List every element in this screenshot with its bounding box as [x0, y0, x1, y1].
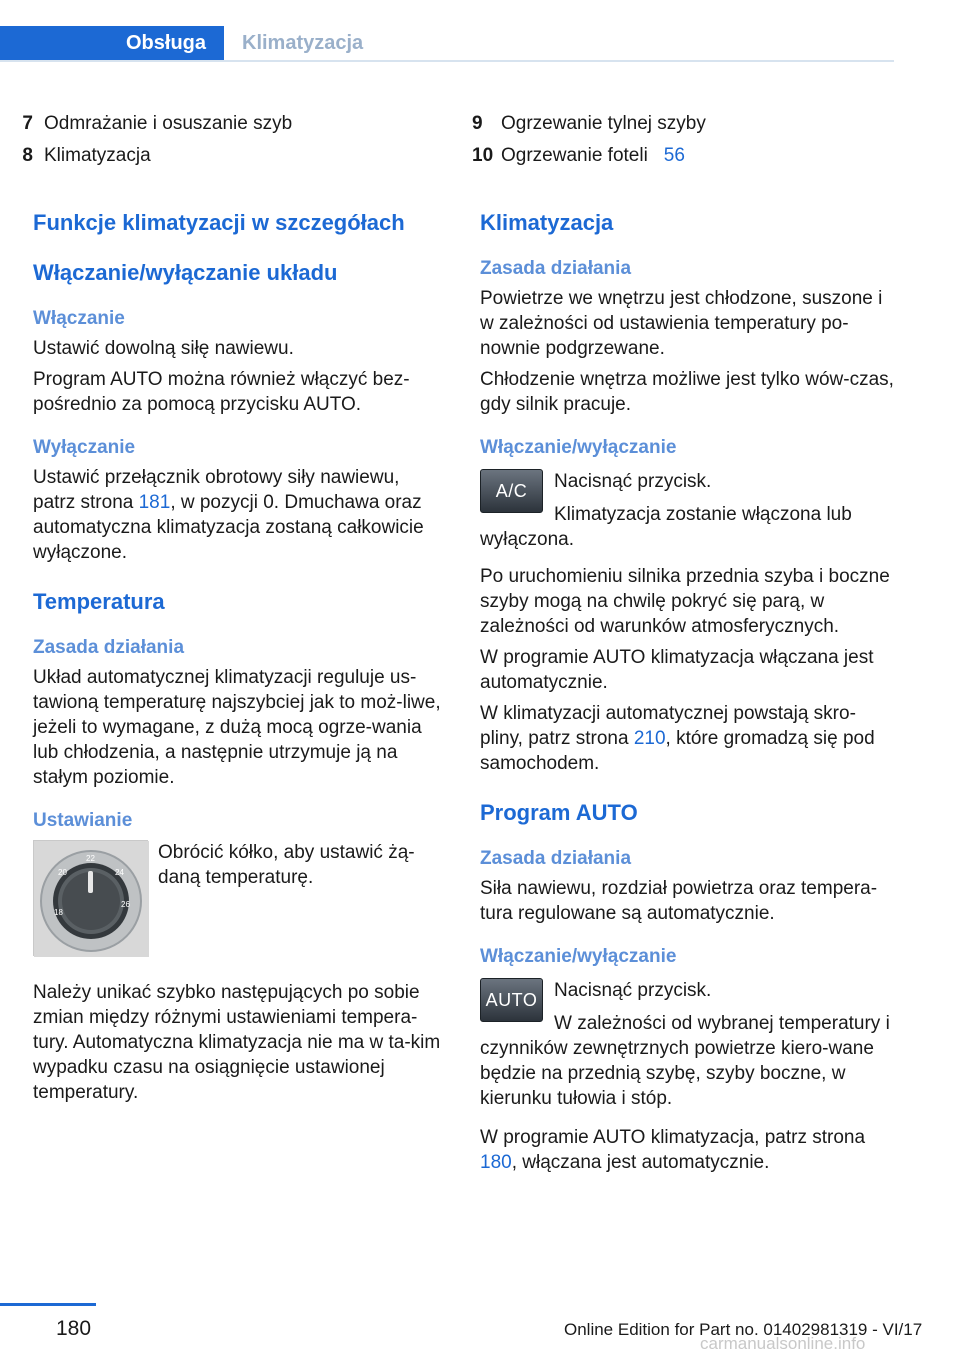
paragraph: Program AUTO można również włączyć bez-pośrednio za pomocą przycisku AUTO.	[33, 369, 410, 415]
legend-item	[472, 140, 898, 172]
paragraph: Siła nawiewu, rozdział powietrza oraz tempera-tura regulowane są automatycznie.	[480, 878, 878, 924]
legend-text: Odmrażanie i osuszanie szyb	[44, 113, 293, 134]
auto-button-block	[480, 978, 898, 1111]
legend-text: Ogrzewanie foteli	[501, 145, 648, 166]
paragraph: Po uruchomieniu silnika przednia szyba i boczne szyby mogą na chwilę pokryć się parą, w zależności od warunków atmosferycznych.	[480, 566, 890, 637]
paragraph: Należy unikać szybko następujących po sobie zmian między różnymi ustawieniami tempera-tury. Automatyczna klimatyzacja nie ma w ta-kim wypadku czasu na osiągnięcie ustawionej temperatury.	[33, 982, 441, 1103]
temperature-dial-icon	[34, 841, 149, 957]
text: W programie AUTO klimatyzacja, patrz strona	[480, 1127, 866, 1148]
paragraph-final	[480, 1125, 898, 1175]
legend-text: Klimatyzacja	[44, 145, 151, 166]
dial-tick-label: 18	[54, 908, 63, 917]
text: , włączana jest automatycznie.	[511, 1152, 770, 1173]
paragraph: Powietrze we wnętrzu jest chłodzone, suszone i w zależności od ustawienia temperatury po-nownie podgrzewane.	[480, 288, 883, 359]
heading-onoff-system: Włączanie/wyłączanie układu	[33, 260, 338, 285]
heading-auto-program: Program AUTO	[480, 800, 638, 825]
setting-block	[33, 840, 441, 970]
page-number: 180	[56, 1317, 92, 1340]
paragraph: W programie AUTO klimatyzacja włączana jest automatycznie.	[480, 647, 874, 693]
paragraph-condensate	[480, 701, 898, 776]
dial-tick-label: 20	[58, 868, 67, 877]
tab-obsluga[interactable]: Obsługa	[0, 26, 224, 62]
paragraph: Nacisnąć przycisk.	[554, 471, 712, 492]
footer-accent-line	[0, 1303, 96, 1306]
text: , w pozycji 0. Dmuchawa oraz automatyczna klimatyzacja zostaną całkowicie wyłączone.	[33, 492, 424, 563]
temperature-dial-image	[33, 840, 148, 956]
edition-note: Online Edition for Part no. 01402981319 - VI/17	[564, 1320, 923, 1339]
subheading-setting: Ustawianie	[33, 810, 133, 831]
heading-functions: Funkcje klimatyzacji w szczegółach	[33, 210, 405, 235]
heading-temperature: Temperatura	[33, 589, 165, 614]
text: W klimatyzacji automatycznej powstają skro-pliny, patrz strona	[480, 703, 856, 749]
page-link[interactable]: 56	[663, 145, 685, 166]
left-column	[22, 108, 441, 1105]
legend-item	[22, 108, 441, 140]
header-divider	[0, 60, 894, 62]
subheading-onoff: Włączanie/wyłączanie	[480, 946, 677, 967]
subheading-off: Wyłączanie	[33, 437, 136, 458]
dial-tick-label: 24	[115, 868, 124, 877]
page-link[interactable]: 210	[633, 728, 666, 749]
legend-text: Ogrzewanie tylnej szyby	[501, 113, 706, 134]
dial-tick-label: 22	[86, 854, 95, 863]
paragraph: Klimatyzacja zostanie włączona lub wyłączona.	[480, 504, 852, 550]
right-column	[472, 108, 898, 1175]
page-link[interactable]: 180	[480, 1152, 512, 1173]
dial-tick-label: 26	[121, 900, 130, 909]
paragraph: Układ automatycznej klimatyzacji reguluje us-tawioną temperaturę najszybciej jak to moż-liwe, jeżeli to wymagane, z dużą mocą ogrze-wania lub chłodzenia, a następnie utrzymuje ją na stałym poziomie.	[33, 667, 441, 788]
heading-ac: Klimatyzacja	[480, 210, 614, 235]
subheading-onoff: Włączanie/wyłączanie	[480, 437, 677, 458]
paragraph: W zależności od wybranej temperatury i czynników zewnętrznych powietrze kiero-wane będzie na przednią szybę, szyby boczne, w kierunku tułowia i stóp.	[480, 1013, 890, 1109]
subheading-principle: Zasada działania	[33, 637, 185, 658]
legend-item	[472, 108, 898, 140]
legend-number: 7	[22, 113, 33, 134]
paragraph: Nacisnąć przycisk.	[554, 980, 712, 1001]
legend-number: 8	[22, 145, 33, 166]
ac-button-block	[480, 469, 898, 552]
watermark: carmanualsonline.info	[700, 1334, 866, 1353]
ac-button-icon: A/C	[480, 469, 543, 513]
tab-klimatyzacja[interactable]: Klimatyzacja	[242, 32, 364, 54]
text: , które gromadzą się pod samochodem.	[480, 728, 875, 774]
subheading-principle: Zasada działania	[480, 848, 632, 869]
auto-button-icon: AUTO	[480, 978, 543, 1022]
legend-number: 9	[472, 113, 483, 134]
paragraph: Ustawić dowolną siłę nawiewu.	[33, 338, 294, 359]
paragraph-setting: Obrócić kółko, aby ustawić żą-daną temperaturę.	[158, 842, 415, 888]
legend-number: 10	[472, 145, 494, 166]
subheading-principle: Zasada działania	[480, 258, 632, 279]
legend-item	[22, 140, 441, 172]
subheading-on: Włączanie	[33, 308, 125, 329]
paragraph-off	[33, 465, 441, 565]
text: Ustawić przełącznik obrotowy siły nawiewu, patrz strona	[33, 467, 400, 513]
page-link[interactable]: 181	[138, 492, 171, 513]
header-tabbar	[0, 26, 894, 62]
paragraph: Chłodzenie wnętrza możliwe jest tylko wów-czas, gdy silnik pracuje.	[480, 369, 894, 415]
